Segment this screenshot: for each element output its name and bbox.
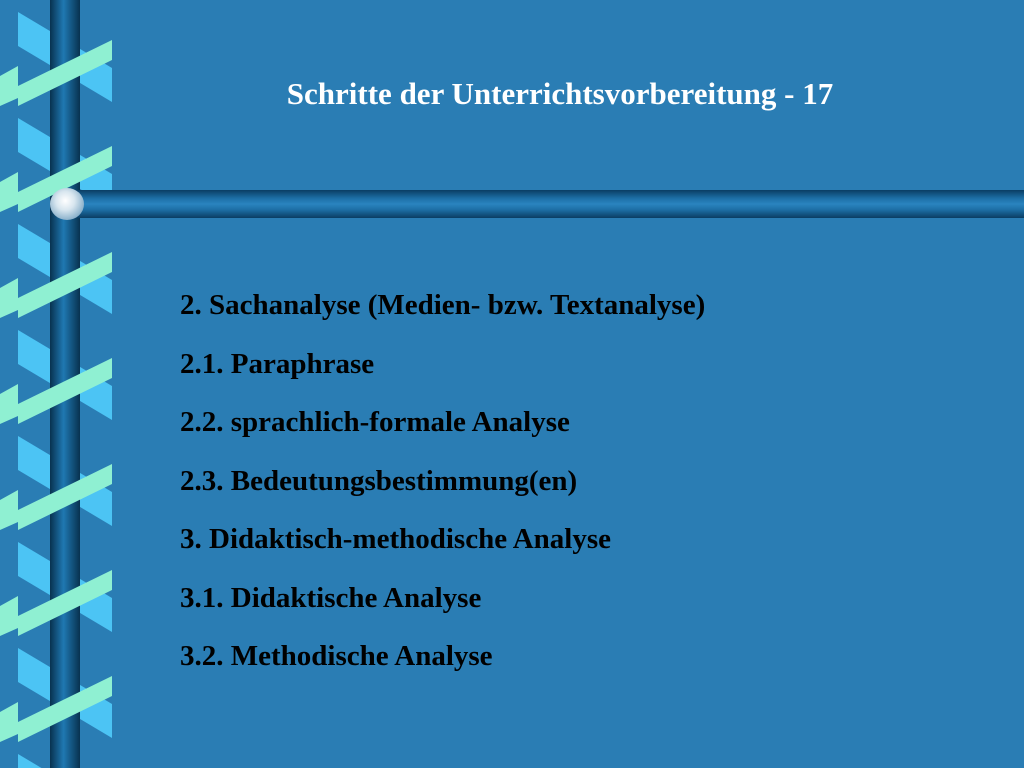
list-item: 2.3. Bedeutungsbestimmung(en) — [180, 464, 578, 497]
divider-knob — [50, 188, 84, 220]
list-item: 2. Sachanalyse (Medien- bzw. Textanalyse) — [180, 289, 706, 321]
spiral-ribbon-decoration — [0, 0, 120, 768]
horizontal-divider-bar — [62, 190, 1024, 218]
list-item: 3.1. Didaktische Analyse — [180, 581, 482, 614]
content-list — [180, 284, 705, 694]
slide-title: Schritte der Unterrichtsvorbereitung - 17 — [286, 76, 834, 111]
list-item: 3. Didaktisch-methodische Analyse — [180, 523, 612, 555]
list-item: 3.2. Methodische Analyse — [180, 640, 493, 672]
list-item: 2.1. Paraphrase — [180, 347, 375, 380]
list-item: 2.2. sprachlich-formale Analyse — [180, 406, 570, 438]
